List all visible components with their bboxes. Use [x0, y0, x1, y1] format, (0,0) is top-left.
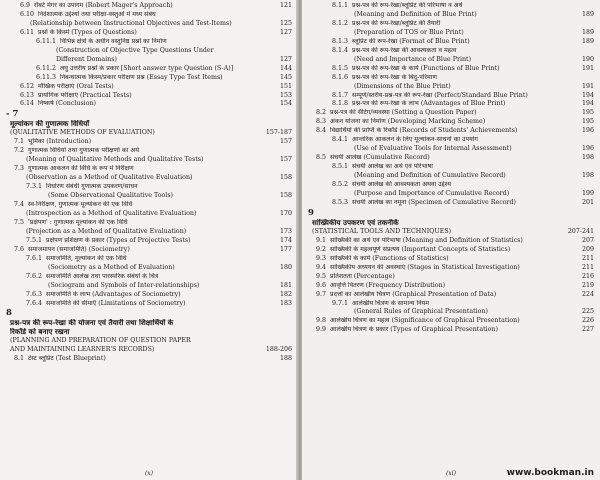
- toc-entry-title: निबन्धात्मक किस्म/प्रकार परीक्षण प्रश्न (Essay Type Test Items): [60, 73, 223, 81]
- right-page: [302, 0, 600, 480]
- toc-entry: [308, 300, 594, 309]
- toc-entry-page: 158: [279, 174, 292, 182]
- toc-entry-title: प्रदत्तों का आलेखीय चित्रण (Graphical Presentation of Data): [330, 290, 497, 298]
- toc-entry: [6, 65, 292, 74]
- toc-entry-number: 9.5: [316, 272, 327, 280]
- toc-entry-number: 8.5.2: [332, 181, 349, 189]
- toc-entry: [6, 210, 292, 219]
- toc-entry-title: रिकॉर्ड को बनाए रखना: [10, 328, 70, 337]
- toc-entry-title: (Introspection as a Method of Qualitative Evaluation): [26, 209, 197, 217]
- toc-entry-title: विभिन्न क्षेत्रों के अधीन वस्तुनिष्ठ प्रश्नों का निर्माण: [60, 37, 167, 45]
- toc-entry-title: (Dimensions of the Blue Print): [354, 82, 451, 90]
- toc-entry-page: 173: [279, 227, 292, 235]
- toc-entry-title: सांख्यिकीय अध्ययन की अवस्थाएं (Stages in Statistical Investigation): [330, 263, 520, 271]
- toc-entry-page: 157: [279, 156, 292, 164]
- toc-entry-page: 216: [581, 272, 594, 280]
- toc-entry: [6, 20, 292, 29]
- toc-entry-title: समाजमिति के लाभ (Advantages of Sociometry): [46, 290, 181, 298]
- toc-entry-page: 127: [279, 55, 292, 63]
- toc-entry-number: 6.11: [20, 28, 35, 36]
- toc-entry: [308, 317, 594, 326]
- toc-entry-page: 127: [279, 28, 292, 36]
- toc-entry-number: 9.7.1: [332, 299, 349, 307]
- left-page: [0, 0, 298, 480]
- toc-entry-title: संचयी आलेख का अर्थ एवं परिभाषा: [352, 163, 433, 171]
- toc-entry-title: सांख्यिकी के महत्वपूर्ण संप्रत्यय (Important Concepts of Statistics): [330, 245, 511, 253]
- toc-entry: [308, 38, 594, 47]
- toc-entry-title: आलेखीय चित्रण के सामान्य नियम: [352, 299, 430, 307]
- toc-entry: [6, 273, 292, 282]
- toc-entry: [308, 291, 594, 300]
- toc-entry-title: (General Rules of Graphical Presentation): [354, 308, 488, 316]
- toc-entry: [6, 147, 292, 156]
- toc-entry-title: (Relationship between Instructional Objectives and Test-Items): [30, 19, 232, 27]
- toc-entry-page: 189: [581, 37, 594, 45]
- toc-entry-page: 158: [279, 192, 292, 200]
- toc-entry-title: टेस्ट ब्लूप्रिंट (Test Blueprint): [28, 355, 106, 363]
- toc-entry-title: (Need and Importance of Blue Print): [354, 55, 472, 63]
- toc-entry-title: प्रश्न-पत्र की रूप-रेखा/ब्लूप्रिंट की परिभाषा व अर्थ: [352, 2, 463, 9]
- toc-entry-title: अंकन योजना का निर्माण (Developing Marking Scheme): [330, 118, 486, 126]
- toc-entry-number: 8.5.3: [332, 198, 349, 206]
- toc-entry: [308, 56, 594, 65]
- toc-entry-title: आन्तरिक आकलन के लिए मूल्यांकन-साधनों का उपयोग: [352, 136, 478, 144]
- toc-entry: [308, 74, 594, 83]
- toc-entry-page: 191: [581, 64, 594, 72]
- toc-entry-title: रॉबर्ट मेगर का उपागम (Robert Mager's Approach): [34, 2, 173, 9]
- toc-entry-number: 7.5: [14, 218, 25, 226]
- toc-entry-number: 7.4: [14, 201, 25, 209]
- toc-entry: [308, 109, 594, 118]
- toc-entry-number: 9.3: [316, 254, 327, 262]
- toc-entry-number: 9.1: [316, 236, 327, 244]
- toc-entry: [6, 11, 292, 20]
- toc-entry-number: 9.7: [316, 290, 327, 298]
- toc-entry: [6, 29, 292, 38]
- toc-entry-page: 194: [581, 91, 594, 99]
- toc-entry-number: 8.3: [316, 118, 327, 126]
- toc-entry-title: (Meaning and Definition of Blue Print): [354, 10, 477, 18]
- toc-entry: [6, 83, 292, 92]
- toc-entry: [6, 201, 292, 210]
- toc-entry-page: 194: [581, 100, 594, 108]
- toc-entry: [308, 65, 594, 74]
- toc-entry-title: (Construction of Objective Type Questions Under: [56, 46, 214, 54]
- toc-entry-title: AND MAINTAINING LEARNER'S RECORDS): [10, 346, 155, 354]
- toc-entry-page: 198: [581, 154, 594, 162]
- toc-entry: [6, 291, 292, 300]
- toc-entry-title: समाजमिति आलेख तथा पारस्परिक संबंधों के चित्र: [46, 272, 159, 280]
- toc-entry: [308, 282, 594, 291]
- toc-entry-number: 7.3.1: [26, 183, 43, 191]
- toc-entry-title: (QUALITATIVE METHODS OF EVALUATION): [10, 129, 155, 137]
- toc-entry: [6, 337, 292, 346]
- left-toc: [6, 2, 292, 364]
- toc-entry-title: ब्लूप्रिंट की रूप-रेखा (Format of Blue Print): [352, 37, 470, 45]
- toc-entry-number: 9: [308, 207, 314, 218]
- toc-entry-title: विद्यार्थियों की प्राप्ति के रिकॉर्ड (Records of Students' Achievements): [330, 127, 518, 135]
- toc-entry: [308, 92, 594, 101]
- toc-entry-number: 8.1.3: [332, 37, 349, 45]
- toc-entry: [308, 208, 594, 219]
- toc-entry-title: आवृत्ति वितरण (Frequency Distribution): [330, 281, 446, 289]
- toc-entry: [6, 264, 292, 273]
- toc-entry-number: 8.1.5: [332, 64, 349, 72]
- toc-entry-title: प्रश्न-पत्र की रूप-रेखा/ब्लूप्रिंट की तैयारी: [352, 19, 441, 27]
- toc-entry: [6, 237, 292, 246]
- toc-entry: [6, 138, 292, 147]
- toc-entry-title: (STATISTICAL TOOLS AND TECHNIQUES): [312, 227, 452, 235]
- toc-entry-number: 8.1.1: [332, 2, 349, 9]
- left-folio: (x): [144, 470, 154, 477]
- toc-entry: [6, 74, 292, 83]
- toc-entry-title: निर्धारण संबंधी गुणात्मक उपकरण/साधन: [46, 183, 138, 191]
- toc-entry: [308, 326, 594, 335]
- toc-entry: [308, 246, 594, 255]
- toc-entry: [6, 120, 292, 129]
- toc-entry-title: गुणात्मक आकलन की विधि के रूप में निरीक्षण: [28, 165, 134, 173]
- toc-entry-number: 6.10: [20, 10, 35, 18]
- toc-entry: [308, 83, 594, 92]
- toc-entry-page: 195: [581, 118, 594, 126]
- toc-entry-page: 125: [279, 19, 292, 27]
- toc-entry-page: 188: [279, 355, 292, 363]
- toc-entry-page: 157-187: [265, 129, 292, 137]
- toc-entry-page: 199: [581, 190, 594, 198]
- toc-entry-title: सांख्यिकीय उपकरण एवं तकनीकें: [312, 218, 399, 227]
- toc-entry-page: 211: [581, 254, 594, 262]
- toc-entry-number: 7.5.1: [26, 236, 43, 244]
- toc-entry: [308, 47, 594, 56]
- toc-entry-page: 145: [279, 73, 292, 81]
- toc-entry-page: 191: [581, 82, 594, 90]
- toc-entry: [6, 165, 292, 174]
- toc-entry-page: 153: [279, 91, 292, 99]
- toc-entry-number: 9.4: [316, 263, 327, 271]
- toc-entry: [308, 308, 594, 317]
- toc-entry: [6, 156, 292, 165]
- toc-entry: [6, 192, 292, 201]
- toc-entry-number: 6.11.2: [36, 64, 57, 72]
- toc-entry-title: प्रश्न-पत्र की रूप-रेखा के लाभ (Advantages of Blue Print): [352, 100, 506, 108]
- toc-entry-number: 6.12: [20, 82, 35, 90]
- toc-entry-number: 8.4: [316, 127, 327, 135]
- toc-entry: [6, 2, 292, 11]
- toc-entry: [308, 255, 594, 264]
- toc-entry-number: 7.6.2: [26, 272, 43, 280]
- toc-entry-number: 7.1: [14, 138, 25, 146]
- toc-entry: [6, 308, 292, 319]
- toc-entry-number: 6.13: [20, 91, 35, 99]
- toc-entry-title: मौखिक परीक्षाएं (Oral Tests): [38, 82, 114, 90]
- toc-entry: [6, 100, 292, 109]
- toc-entry-page: 224: [581, 290, 594, 298]
- toc-entry-title: समाजमापन (समाजमिति) (Sociometry): [28, 245, 130, 253]
- toc-entry-title: निष्कर्ष (Conclusion): [38, 100, 96, 108]
- toc-entry-page: 157: [279, 138, 292, 146]
- toc-entry: [308, 127, 594, 136]
- toc-entry-number: 8.4.1: [332, 136, 349, 144]
- toc-entry-title: आलेखीय चित्रण का महत्व (Significance of Graphical Presentation): [330, 317, 520, 325]
- toc-entry: [308, 181, 594, 190]
- toc-entry-number: 9.8: [316, 317, 327, 325]
- toc-entry-title: (Meaning and Definition of Cumulative Record): [354, 172, 506, 180]
- toc-entry-page: 180: [279, 263, 292, 271]
- toc-entry-title: (Sociometry as a Method of Evaluation): [48, 263, 175, 271]
- toc-entry-number: 8: [6, 308, 12, 319]
- toc-entry: [6, 47, 292, 56]
- toc-entry-title: (Meaning of Qualitative Methods and Qualitative Tests): [26, 156, 204, 164]
- toc-entry: [308, 100, 594, 109]
- toc-entry-title: गुणात्मक विधियों तथा गुणात्मक परीक्षणों का अर्थ: [28, 147, 140, 155]
- toc-entry-number: - 7: [6, 109, 19, 120]
- toc-entry-title: सम्पूर्ण/स्तरीय-प्रश्न-पत्र की रूप-रेखा (Perfect/Standard Blue Print): [352, 91, 528, 99]
- toc-entry: [308, 2, 594, 11]
- toc-entry-page: 219: [581, 281, 594, 289]
- toc-entry: [6, 109, 292, 120]
- toc-entry-title: लघु उत्तरीय प्रश्नों के प्रकार [Short answer type Question (S-A)]: [60, 64, 234, 72]
- toc-entry-number: 9.6: [316, 281, 327, 289]
- toc-entry: [308, 118, 594, 127]
- toc-entry-page: 207: [581, 236, 594, 244]
- toc-entry-number: 9.2: [316, 245, 327, 253]
- toc-entry: [6, 319, 292, 328]
- toc-entry-page: 177: [279, 245, 292, 253]
- right-toc: [308, 2, 594, 335]
- toc-entry-page: 227: [581, 326, 594, 334]
- toc-entry-page: 190: [581, 55, 594, 63]
- toc-entry: [6, 129, 292, 138]
- toc-entry-title: समाजमिति, मूल्यांकन की एक विधि: [46, 254, 127, 262]
- toc-entry-title: Different Domains): [56, 55, 117, 63]
- toc-entry: [308, 11, 594, 20]
- toc-entry-title: प्रश्न-पत्र की सैटिंग/व्यवस्था (Setting a Question Paper): [330, 109, 477, 117]
- toc-entry-page: 144: [279, 64, 292, 72]
- toc-entry-title: (Purpose and Importance of Cumulative Record): [354, 190, 510, 198]
- toc-entry-title: (Projection as a Method of Qualitative Evaluation): [26, 227, 187, 235]
- toc-entry-page: 174: [279, 236, 292, 244]
- toc-entry-page: 154: [279, 100, 292, 108]
- toc-entry-number: 9.9: [316, 326, 327, 334]
- toc-entry: [6, 328, 292, 337]
- right-folio: (xi): [446, 470, 456, 477]
- toc-entry-title: निर्देशात्मक उद्देश्यों तथा परीक्षा-वस्तुओं में मध्य संबंध: [38, 10, 156, 18]
- toc-entry-page: 196: [581, 127, 594, 135]
- toc-entry: [6, 246, 292, 255]
- toc-entry-title: मूल्यांकन की गुणात्मक विधियाँ: [10, 120, 90, 129]
- toc-entry-page: 188-206: [265, 346, 292, 354]
- toc-entry-title: सांख्यिकी का अर्थ एवं परिभाषा (Meaning and Definition of Statistics): [330, 236, 523, 244]
- toc-entry-number: 8.1.4: [332, 46, 349, 54]
- toc-entry-page: 183: [279, 299, 292, 307]
- toc-entry-page: 181: [279, 281, 292, 289]
- toc-entry: [308, 20, 594, 29]
- toc-entry: [6, 38, 292, 47]
- toc-entry: [6, 346, 292, 355]
- toc-entry: [308, 163, 594, 172]
- toc-entry: [6, 255, 292, 264]
- toc-entry: [308, 172, 594, 181]
- toc-entry-number: 6.11.1: [36, 37, 57, 45]
- toc-entry: [308, 29, 594, 38]
- toc-entry-title: (Preparation of TOS or Blue Print): [354, 28, 464, 36]
- toc-entry-number: 6.11.3: [36, 73, 57, 81]
- toc-entry-title: (Sociogram and Symbols of Inter-relationships): [48, 281, 200, 289]
- toc-entry-title: भूमिका (Introduction): [28, 138, 92, 146]
- toc-entry-title: स्व-निरीक्षण, गुणात्मक मूल्यांकन की एक विधि: [28, 201, 133, 209]
- toc-entry-title: प्रतिशतता (Percentage): [330, 272, 395, 280]
- toc-entry-number: 7.6.3: [26, 290, 43, 298]
- toc-entry-title: प्रश्न-पत्र की रूप-रेखा की योजना एवं तैयारी तथा शिक्षार्थियों के: [10, 319, 174, 328]
- toc-entry-page: 189: [581, 28, 594, 36]
- toc-entry-number: 7.6.4: [26, 299, 43, 307]
- toc-entry: [308, 264, 594, 273]
- toc-entry-title: (Some Observational Qualitative Tools): [48, 192, 174, 200]
- toc-entry: [308, 237, 594, 246]
- toc-entry-page: 225: [581, 308, 594, 316]
- toc-entry-page: 121: [279, 2, 292, 9]
- toc-entry-page: 189: [581, 10, 594, 18]
- toc-entry-page: 211: [581, 263, 594, 271]
- toc-entry-title: 'प्रक्षेपण' : गुणात्मक मूल्यांकन की एक विधि: [28, 218, 128, 226]
- toc-entry: [6, 174, 292, 183]
- toc-entry-number: 8.5: [316, 154, 327, 162]
- toc-entry-title: (Observation as a Method of Qualitative Evaluation): [26, 174, 193, 182]
- toc-entry-page: 226: [581, 317, 594, 325]
- toc-entry-title: प्रायोगिक परीक्षाएं (Practical Tests): [38, 91, 132, 99]
- toc-entry: [6, 92, 292, 101]
- toc-entry: [308, 228, 594, 237]
- toc-entry-page: 195: [581, 109, 594, 117]
- toc-entry-number: 8.1.6: [332, 73, 349, 81]
- toc-entry-number: 7.6: [14, 245, 25, 253]
- toc-entry-title: (Use of Evaluative Tools for Internal Assessment): [354, 145, 512, 153]
- toc-entry-title: सांख्यिकी के कार्य (Functions of Statistics): [330, 254, 449, 262]
- toc-entry: [308, 273, 594, 282]
- toc-entry-number: 8.1.2: [332, 19, 349, 27]
- toc-entry-title: (PLANNING AND PREPARATION OF QUESTION PAPER: [10, 337, 191, 345]
- toc-entry-number: 7.3: [14, 165, 25, 173]
- toc-entry-title: संचयी आलेख की आवश्यकता अथवा उद्देश्य: [352, 181, 452, 189]
- toc-entry: [308, 190, 594, 199]
- toc-entry-title: संचयी आलेख (Cumulative Record): [330, 154, 430, 162]
- toc-entry: [6, 355, 292, 364]
- toc-entry: [6, 300, 292, 309]
- toc-entry: [6, 219, 292, 228]
- toc-entry: [308, 199, 594, 208]
- toc-entry: [6, 56, 292, 65]
- toc-entry-title: प्रश्न-पत्र की रूप-रेखा के कार्य (Functions of Blue Print): [352, 64, 500, 72]
- toc-entry-number: 6.9: [20, 2, 31, 9]
- toc-entry-number: 7.2: [14, 147, 25, 155]
- toc-entry-page: 196: [581, 145, 594, 153]
- toc-entry-page: 151: [279, 82, 292, 90]
- toc-entry-number: 8.5.1: [332, 163, 349, 171]
- toc-entry: [308, 145, 594, 154]
- toc-entry-number: 8.2: [316, 109, 327, 117]
- watermark: www.bookman.in: [506, 468, 594, 478]
- toc-entry-page: 207-241: [567, 227, 594, 235]
- toc-entry-title: प्रश्नों के किस्में (Types of Questions): [38, 28, 137, 36]
- toc-entry-page: 201: [581, 198, 594, 206]
- toc-entry: [6, 282, 292, 291]
- toc-entry: [6, 183, 292, 192]
- toc-entry-title: प्रश्न-पत्र की रूप-रेखा की आवश्यकता व महत्व: [352, 46, 457, 54]
- toc-entry-title: प्रक्षेपण प्रशिक्षण के प्रकार (Types of Projective Tests): [46, 236, 191, 244]
- toc-entry-number: 8.1.7: [332, 91, 349, 99]
- toc-entry-number: 6.14: [20, 100, 35, 108]
- toc-entry-number: 7.6.1: [26, 254, 43, 262]
- toc-entry-title: संचयी आलेख का नमूना (Specimen of Cumulative Record): [352, 198, 517, 206]
- toc-entry-page: 170: [279, 209, 292, 217]
- toc-entry: [308, 219, 594, 228]
- toc-entry-title: समाजमिति की सीमाएँ (Limitations of Sociometry): [46, 299, 186, 307]
- toc-entry-page: 182: [279, 290, 292, 298]
- toc-entry-number: 8.1.8: [332, 100, 349, 108]
- toc-entry-title: आलेखीय चित्रण के प्रकार (Types of Graphical Presentation): [330, 326, 498, 334]
- toc-entry: [6, 228, 292, 237]
- toc-entry: [308, 136, 594, 145]
- toc-entry: [308, 154, 594, 163]
- toc-entry-page: 209: [581, 245, 594, 253]
- toc-entry-title: प्रश्न-पत्र की रूप-रेखा के बिंदु-परिमाण: [352, 73, 437, 81]
- toc-entry-page: 198: [581, 172, 594, 180]
- toc-entry-number: 8.1: [14, 355, 25, 363]
